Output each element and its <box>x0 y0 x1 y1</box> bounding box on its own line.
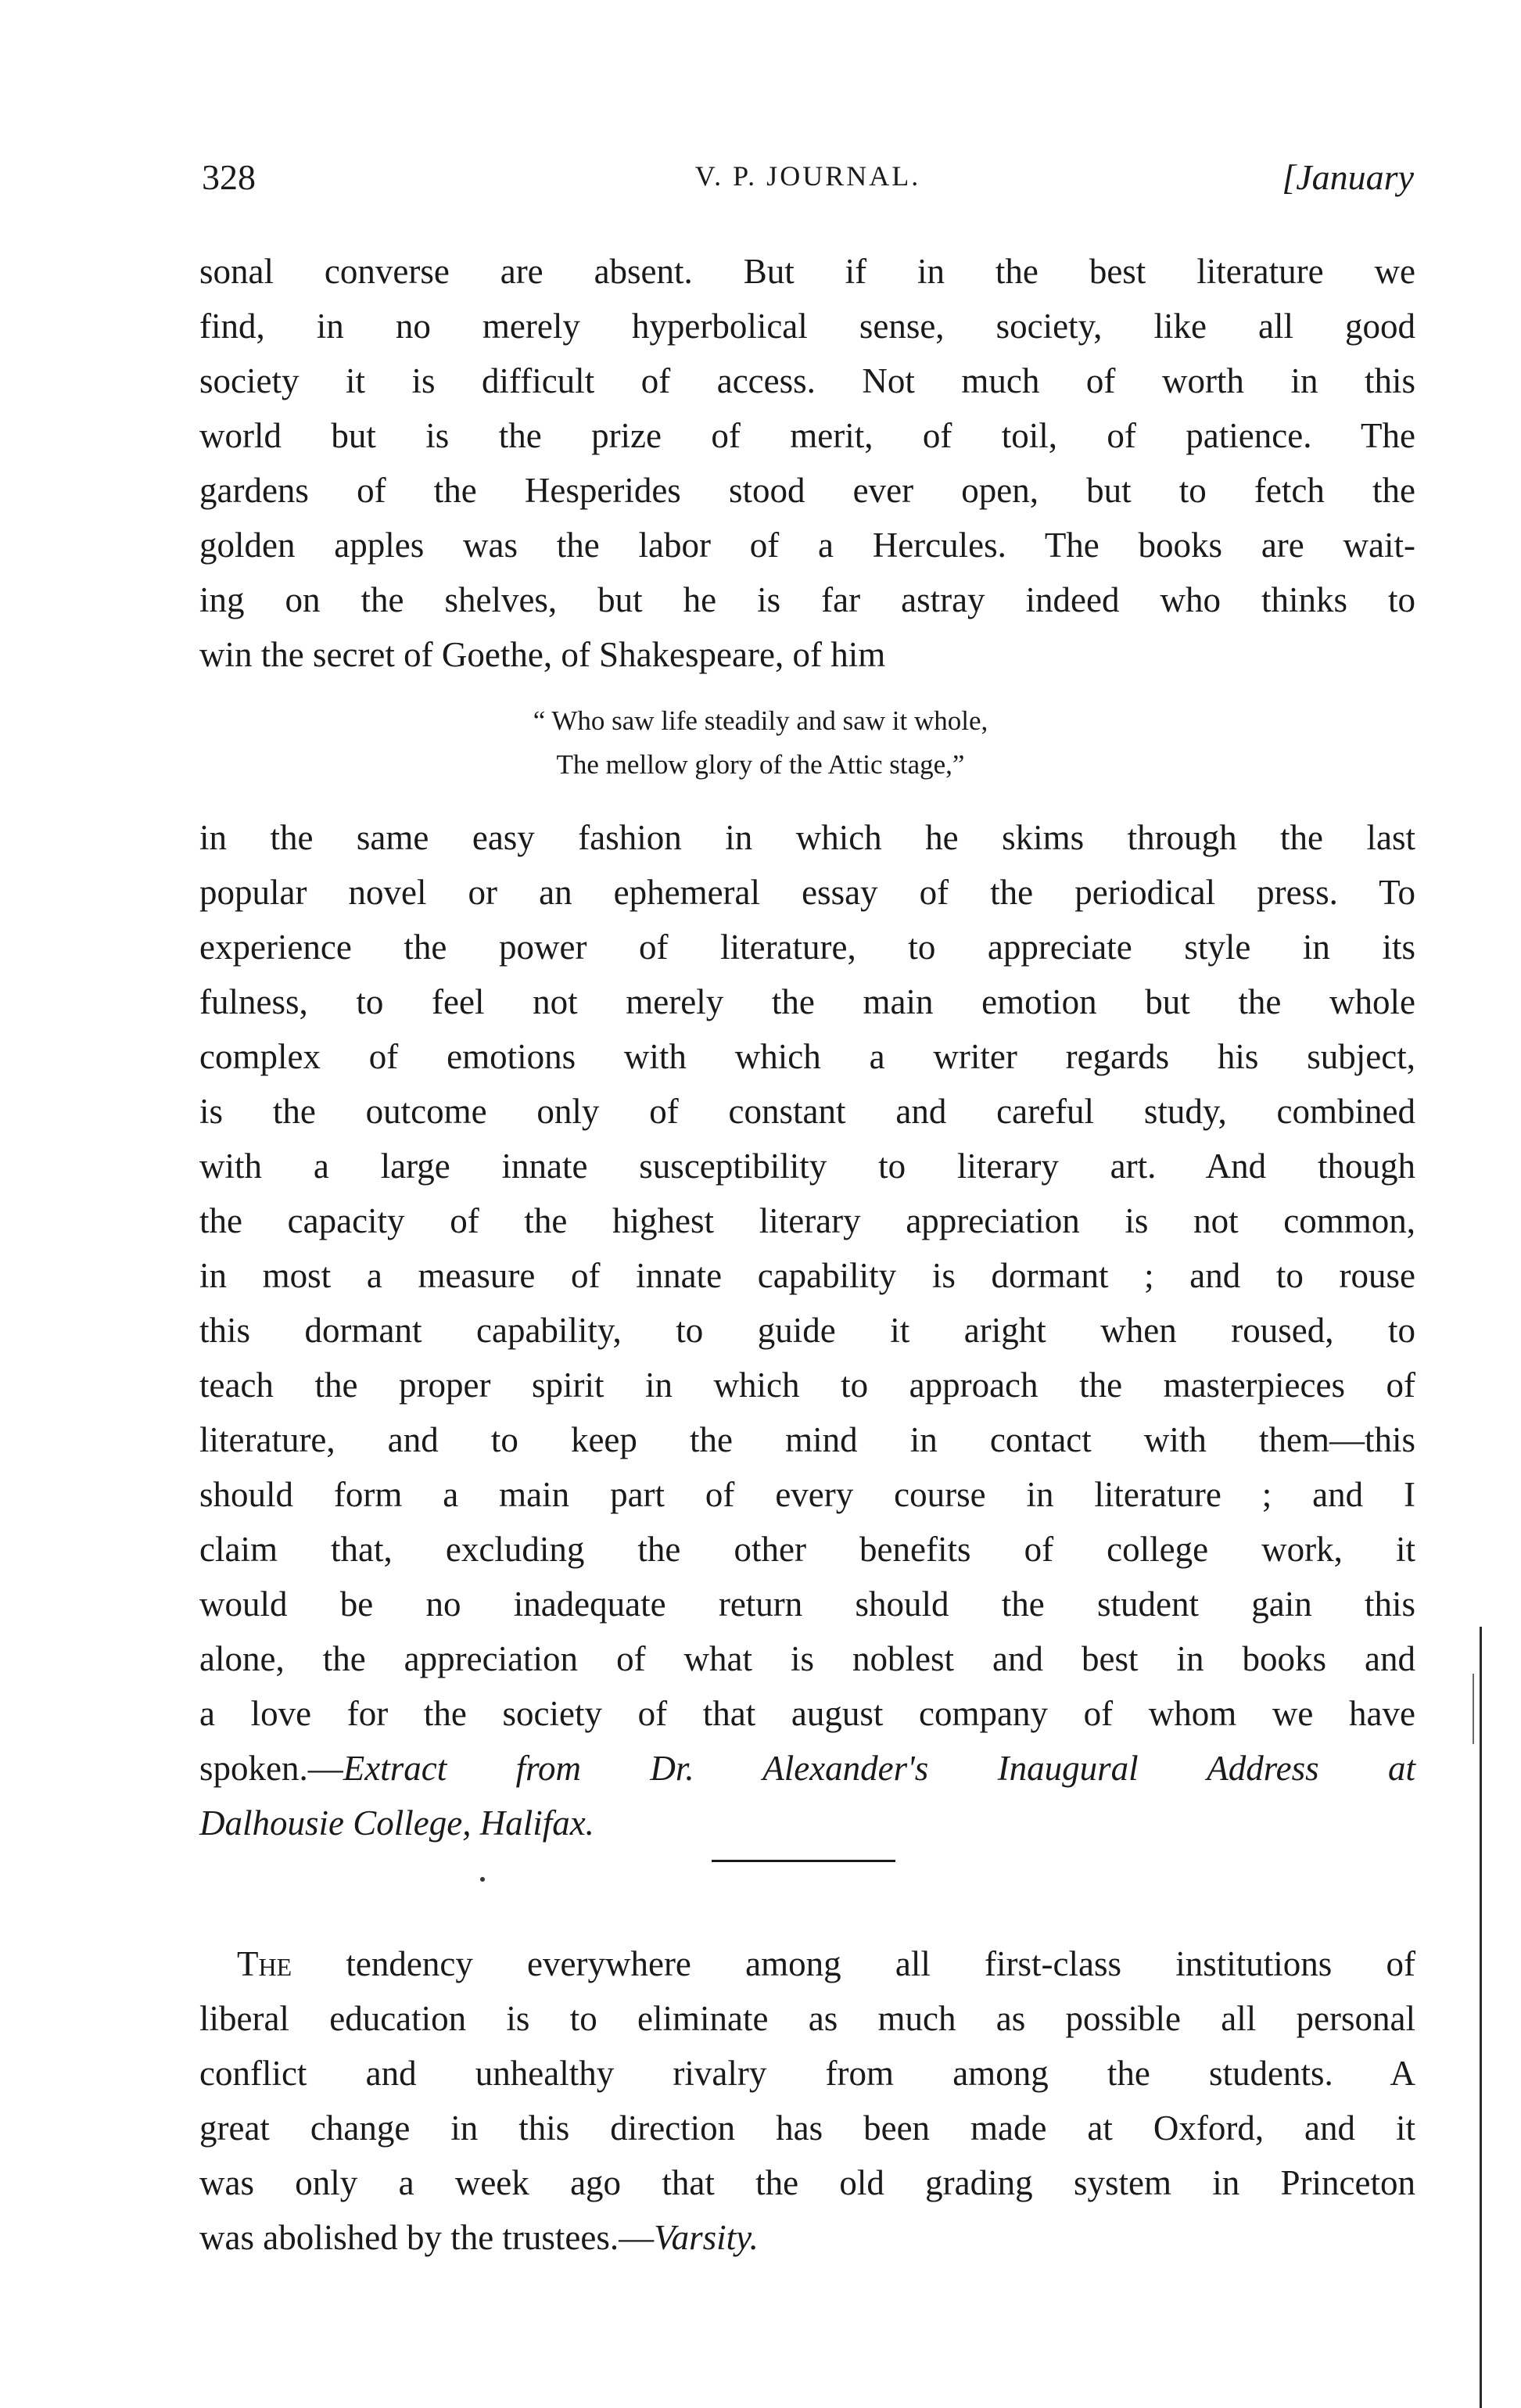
source-citation: Extract from Dr. Alexander's Inaugural Address at <box>343 1749 1415 1788</box>
lead-word: The <box>237 1944 292 1983</box>
section-divider <box>712 1860 895 1862</box>
text-line: great change in this direction has been made at Oxford, and it <box>199 2108 1415 2148</box>
running-header <box>202 156 1414 203</box>
text-line: fulness, to feel not merely the main emotion but the whole <box>199 982 1415 1021</box>
text-line: find, in no merely hyperbolical sense, society, like all good <box>199 307 1415 346</box>
text-fragment: tendency everywhere among all first-class institutions of <box>346 1944 1415 1983</box>
text-line: the capacity of the highest literary appreciation is not common, <box>199 1201 1415 1240</box>
running-month: [January <box>1282 157 1414 197</box>
running-title: V. P. JOURNAL. <box>694 160 921 192</box>
text-line: would be no inadequate return should the student gain this <box>199 1584 1415 1624</box>
text-line: with a large innate susceptibility to literary art. And though <box>199 1147 1415 1186</box>
text-line: literature, and to keep the mind in contact with them—this <box>199 1420 1415 1459</box>
text-fragment: was abolished by the trustees.— <box>199 2218 655 2257</box>
paragraph-1 <box>199 244 1415 682</box>
source-citation-continued: Dalhousie College, Halifax. <box>199 1803 594 1843</box>
ink-speck <box>480 1877 485 1882</box>
text-line: sonal converse are absent. But if in the best literature we <box>199 252 1415 291</box>
text-line: alone, the appreciation of what is noblest and best in books and <box>199 1639 1415 1678</box>
text-line: golden apples was the labor of a Hercules. The books are wait- <box>199 526 1415 565</box>
verse-quotation <box>0 699 1521 787</box>
scan-edge-shadow <box>1480 1627 1482 2408</box>
text-line <box>199 2210 1415 2265</box>
text-line: a love for the society of that august company of whom we have <box>199 1694 1415 1733</box>
paragraph-3 <box>199 1936 1415 2265</box>
text-line: popular novel or an ephemeral essay of the periodical press. To <box>199 873 1415 912</box>
text-line <box>199 1936 1415 1991</box>
text-line: was only a week ago that the old grading system in Princeton <box>199 2163 1415 2202</box>
text-line: teach the proper spirit in which to approach the masterpieces of <box>199 1365 1415 1405</box>
text-line: ing on the shelves, but he is far astray indeed who thinks to <box>199 580 1415 619</box>
scan-edge-mark <box>1473 1674 1474 1744</box>
text-line: liberal education is to eliminate as much as possible all personal <box>199 1999 1415 2038</box>
text-line: society it is difficult of access. Not much of worth in this <box>199 361 1415 400</box>
text-line: complex of emotions with which a writer regards his subject, <box>199 1037 1415 1076</box>
text-line: should form a main part of every course in literature ; and I <box>199 1475 1415 1514</box>
spoken-text: spoken.— <box>199 1749 343 1788</box>
text-line: win the secret of Goethe, of Shakespeare, of him <box>199 635 886 674</box>
text-line: in most a measure of innate capability is dormant ; and to rouse <box>199 1256 1415 1295</box>
text-line <box>199 1741 1415 1796</box>
text-line: conflict and unhealthy rivalry from among the students. A <box>199 2054 1415 2093</box>
quote-line: “ Who saw life steadily and saw it whole, <box>533 705 988 736</box>
text-line: world but is the prize of merit, of toil, of patience. The <box>199 416 1415 455</box>
source-citation: Varsity. <box>654 2218 759 2257</box>
text-line: this dormant capability, to guide it aright when roused, to <box>199 1311 1415 1350</box>
text-line: claim that, excluding the other benefits of college work, it <box>199 1530 1415 1569</box>
text-line: experience the power of literature, to appreciate style in its <box>199 928 1415 967</box>
page-number: 328 <box>202 157 256 197</box>
paragraph-2 <box>199 810 1415 1850</box>
text-line: is the outcome only of constant and careful study, combined <box>199 1092 1415 1131</box>
quote-line: The mellow glory of the Attic stage,” <box>556 749 965 780</box>
text-line: gardens of the Hesperides stood ever open, but to fetch the <box>199 471 1415 510</box>
text-line: in the same easy fashion in which he skims through the last <box>199 818 1415 857</box>
